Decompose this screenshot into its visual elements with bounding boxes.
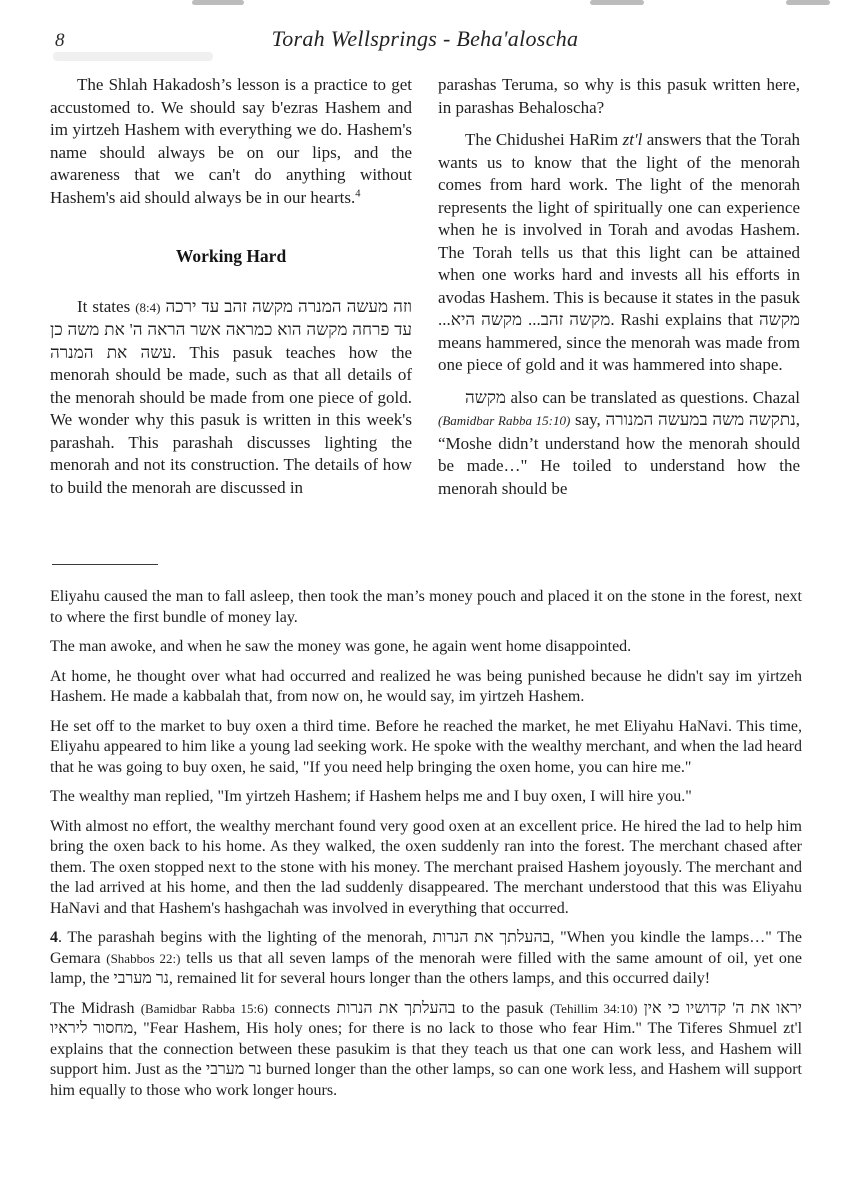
right-column xyxy=(438,74,800,510)
paragraph: 4. The parashah begins with the lighting of the menorah, בהעלתך את הנרות, "When you kindle the lamps…" The Gemara (Shabbos 22:) tells us that all seven lamps of the menorah were filled with the same amount of oil, yet one lamp, the נר מערבי, remained lit for several hours longer than the others lamps, and this occurred daily! xyxy=(50,929,803,987)
hebrew-text: יראו את ה' קדושיו כי אין מחסור ליראיו xyxy=(50,999,803,1037)
paragraph: parashas Teruma, so why is this pasuk written here, in parashas Behaloscha? xyxy=(438,75,800,117)
main-text-columns xyxy=(50,74,800,510)
paragraph: The wealthy man replied, "Im yirtzeh Hashem; if Hashem helps me and I buy oxen, I will hire you." xyxy=(50,788,692,805)
hebrew-text: בהעלתך את הנרות xyxy=(336,999,456,1017)
footnotes-section xyxy=(50,587,802,1110)
paragraph: The man awoke, and when he saw the money was gone, he again went home disappointed. xyxy=(50,638,632,655)
paragraph: The Chidushei HaRim zt'l answers that the Torah wants us to know that the light of the menorah comes from hard work. The light of the menorah represents the light of spiritually one can experience when he is involved in Torah and avodas Hashem. The Torah tells us that this light can be attained when one works hard and invests all his efforts in avodas Hashem. This is because it states in the pasuk מקשה זהב... מקשה היא.... Rashi explains that מקשה means hammered, since the menorah was made from one piece of gold and it was hammered into shape. xyxy=(438,130,800,374)
paragraph: He set off to the market to buy oxen a third time. Before he reached the market, he met Eliyahu HaNavi. This time, Eliyahu appeared to him like a young lad seeking work. He spoke with the wealthy merchant, and when the lad heard that he was going to buy oxen, he said, "If you need help bringing the oxen home, you can hire me." xyxy=(50,717,802,776)
hebrew-text: נתקשה משה במעשה המנורה xyxy=(605,410,796,429)
hebrew-text: מקשה xyxy=(465,387,506,407)
section-heading: Working Hard xyxy=(175,246,287,266)
scan-artifact xyxy=(590,0,644,5)
paragraph: Eliyahu caused the man to fall asleep, then took the man’s money pouch and placed it on the stone in the forest, next to where the first bundle of money lay. xyxy=(50,588,802,626)
hebrew-text: נר מערבי xyxy=(113,970,169,987)
paragraph: With almost no effort, the wealthy merchant found very good oxen at an excellent price. He hired the lad to help him bring the oxen back to his home. As they walked, the oxen suddenly ran into the forest. The merchant chased after them. The oxen stopped next to the stone with his money. The merchant praised Hashem joyously. The merchant and the lad arrived at his home, and then the lad suddenly disappeared. The merchant understood that this was Eliyahu HaNavi and that Hashem's hashgachah was involved in everything that occurred. xyxy=(50,817,802,917)
scan-artifact xyxy=(786,0,830,5)
page-header xyxy=(50,26,800,60)
footnote-divider xyxy=(52,564,158,565)
hebrew-text: מקשה xyxy=(759,310,800,329)
scan-artifact xyxy=(192,0,244,5)
paragraph: The Shlah Hakadosh’s lesson is a practice to get accustomed to. We should say b'ezras Hashem and im yirtzeh Hashem with everything we do. Hashem's name should always be on our lips, and the awareness that we can't do anything without Hashem's aid should always be in our hearts.$^4$ xyxy=(50,75,412,207)
page-title: Torah Wellsprings - Beha'aloscha xyxy=(271,26,579,51)
left-column xyxy=(50,74,412,510)
page-number: 8 xyxy=(55,30,65,51)
hebrew-text: וזה מעשה המנרה מקשה זהב עד ירכה עד פרחה מקשה הוא כמראה אשר הראה ה' את משה כן עשה את המנרה xyxy=(50,296,412,362)
paragraph: The Midrash (Bamidbar Rabba 15:6) connects בהעלתך את הנרות to the pasuk (Tehillim 34:10) יראו את ה' קדושיו כי אין מחסור ליראיו, "Fear Hashem, His holy ones; for there is no lack to those who fear Him." The Tiferes Shmuel zt'l explains that the connection between these pasukim is that they teach us that one can work less, and Hashem will support him. Just as the נר מערבי burned longer than the other lamps, so can one work less, and Hashem will support him equally to those who work longer hours. xyxy=(50,999,803,1099)
paragraph: מקשה also can be translated as questions. Chazal (Bamidbar Rabba 15:10) say, נתקשה משה במעשה המנורה, “Moshe didn’t understand how the menorah should be made…" He toiled to understand how the menorah should be xyxy=(438,387,800,498)
paragraph: At home, he thought over what had occurred and realized he was being punished because he didn't say im yirtzeh Hashem. He made a kabbalah that, from now on, he would say, im yirtzeh Hashem. xyxy=(50,667,802,705)
hebrew-text: מקשה זהב... מקשה היא... xyxy=(438,310,611,329)
hebrew-text: נר מערבי xyxy=(206,1061,262,1078)
paragraph: It states (8:4) וזה מעשה המנרה מקשה זהב עד ירכה עד פרחה מקשה הוא כמראה אשר הראה ה' את משה כן עשה את המנרה. This pasuk teaches how the menorah should be made, such as that all details of the menorah should be made from one piece of gold. We wonder why this pasuk is written in this week's parashah. This parashah discusses lighting the menorah and not its construction. The details of how to build the menorah are discussed in xyxy=(50,296,412,497)
hebrew-text: בהעלתך את הנרות xyxy=(432,929,551,946)
